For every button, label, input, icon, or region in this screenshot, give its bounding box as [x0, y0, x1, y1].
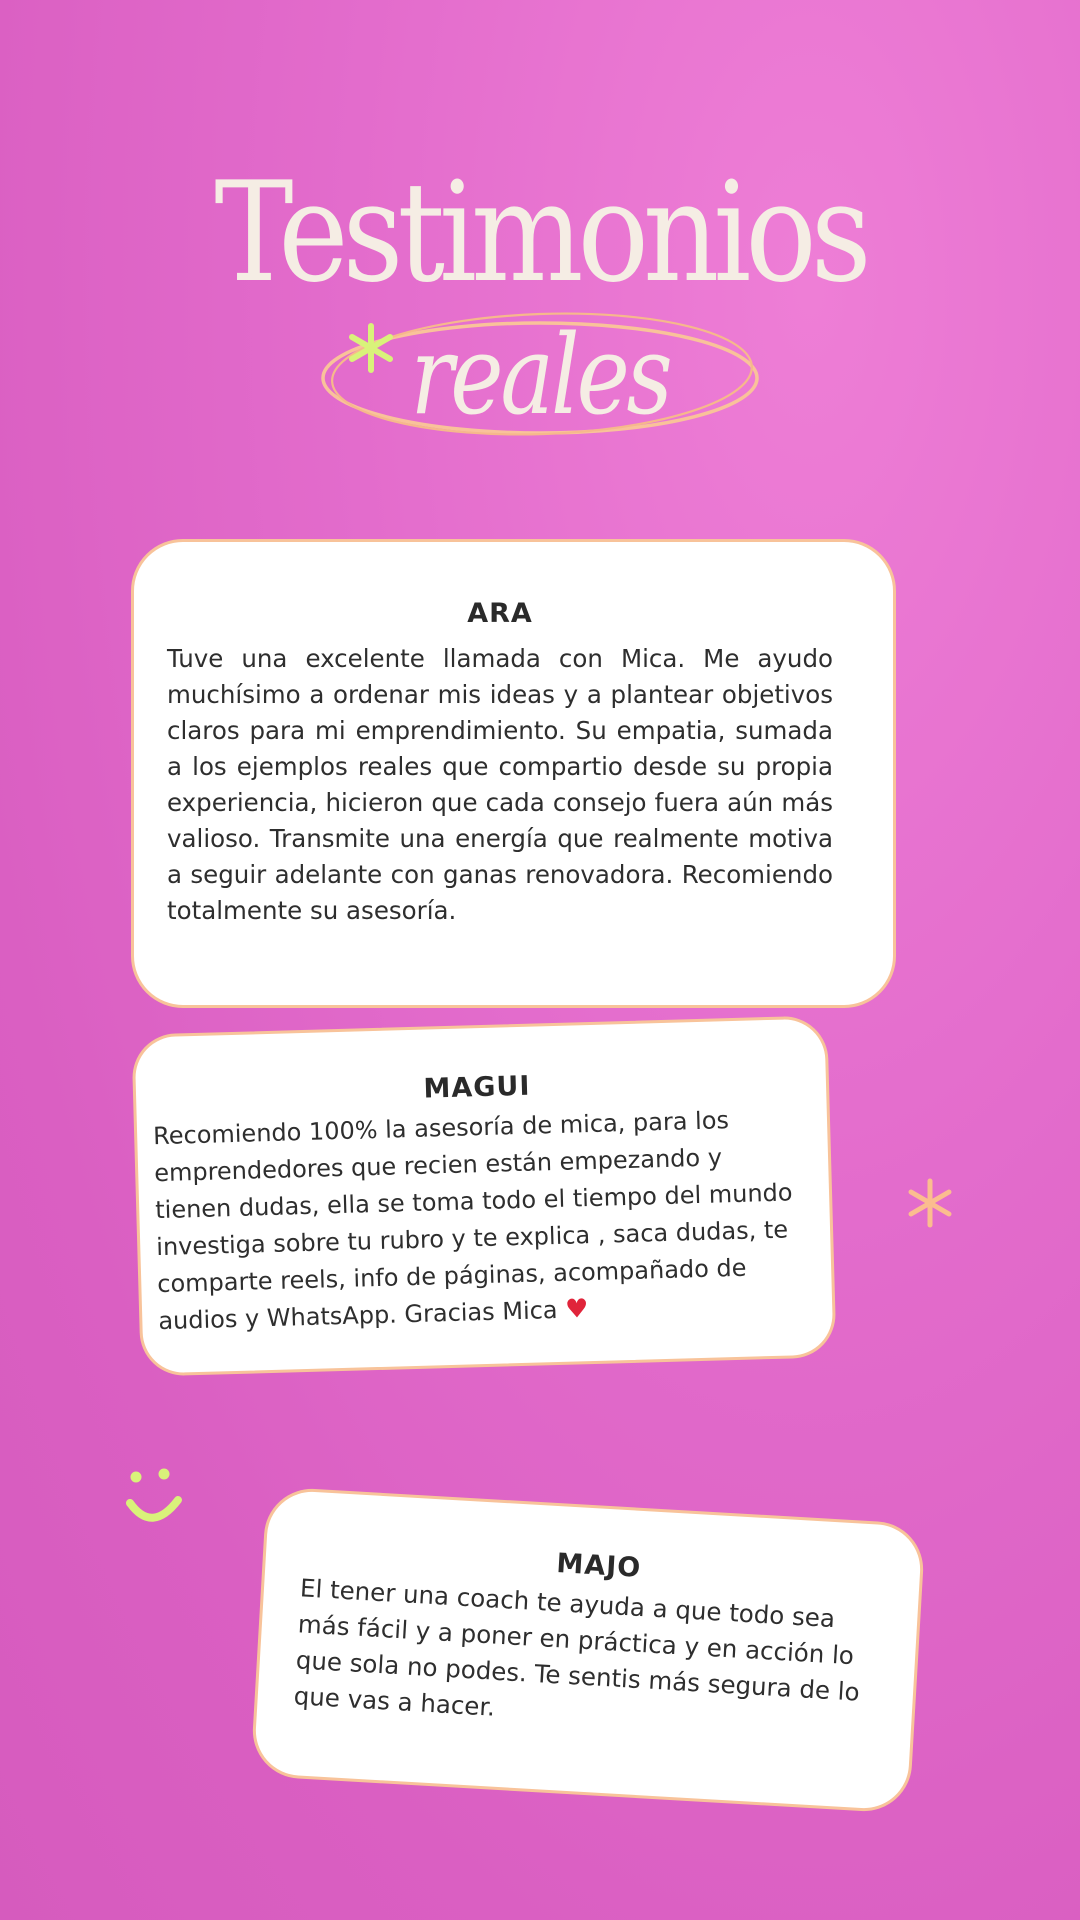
testimonial-text: El tener una coach te ayuda a que todo sea más fácil y a poner en práctica y en acción lo que sola no podes. Te sentis más segura de lo que vas a hacer. — [293, 1573, 861, 1722]
smiley-face-icon — [126, 1468, 184, 1530]
page-subtitle: reales — [410, 311, 670, 439]
testimonial-author: MAJO — [555, 1548, 643, 1584]
testimonial-card-magui — [131, 1015, 836, 1376]
testimonial-card-majo — [250, 1486, 926, 1814]
testimonial-text-wrapper — [153, 1100, 809, 1340]
testimonial-author: MAGUI — [423, 1070, 531, 1105]
testimonial-text: Recomiendo 100% la asesoría de mica, para los emprendedores que recien están empezando y tienen dudas, ella se toma todo el tiempo del mundo investiga sobre tu rubro y te explica , saca dudas, te comparte reels, info de páginas, acompañado de audios y WhatsApp. Gracias Mica — [152, 1106, 793, 1336]
heart-icon: ♥ — [564, 1294, 589, 1325]
asterisk-star-icon — [905, 1178, 955, 1228]
testimonial-card-ara — [131, 539, 896, 1008]
testimonial-author: ARA — [467, 598, 533, 629]
page-title: Testimonios — [214, 152, 866, 313]
testimonial-text: Tuve una excelente llamada con Mica. Me ayudo muchísimo a ordenar mis ideas y a plantear objetivos claros para mi emprendimiento. Su empatia, sumada a los ejemplos reales que compartio desde su propia experiencia, hicieron que cada consejo fuera aún más valioso. Transmite una energía que realmente motiva a seguir adelante con ganas renovadora. Recomiendo totalmente su asesoría. — [167, 644, 833, 925]
